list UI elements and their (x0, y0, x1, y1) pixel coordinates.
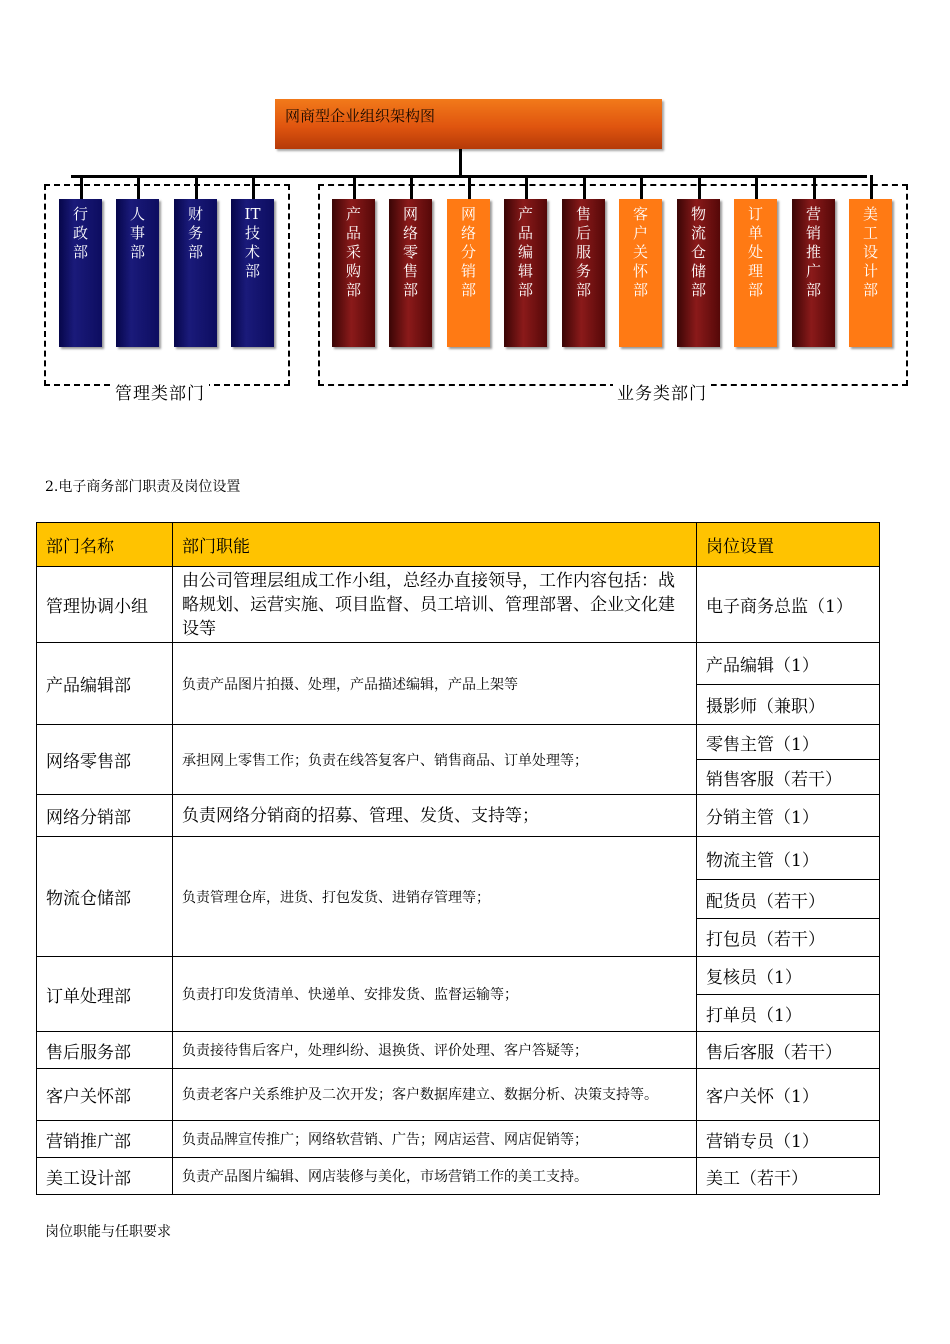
table-row (37, 1121, 880, 1158)
post-cell: 营销专员（1） (697, 1121, 880, 1158)
dept-name-cell: 产品编辑部 (37, 643, 173, 725)
dept-name-cell: 管理协调小组 (37, 567, 173, 643)
dept-duty-cell: 由公司管理层组成工作小组，总经办直接领导，工作内容包括：战略规划、运营实施、项目监督、员工培训、管理部署、企业文化建设等 (173, 567, 697, 643)
post-cell: 美工（若干） (697, 1158, 880, 1195)
header-cell-dept: 部门名称 (37, 523, 173, 567)
dept-label: 营销推广部 (805, 205, 821, 299)
dept-label: 美工设计部 (862, 205, 878, 299)
post-cell: 销售客服（若干） (697, 760, 880, 795)
post-cell: 客户关怀（1） (697, 1069, 880, 1121)
dept-box-online-distribution (447, 199, 490, 347)
dept-box-logistics (677, 199, 720, 347)
table-row (37, 837, 880, 880)
dept-box-admin (59, 199, 102, 347)
table-row (37, 795, 880, 837)
post-cell: 摄影师（兼职） (697, 685, 880, 725)
dept-name-cell: 售后服务部 (37, 1032, 173, 1069)
dept-label: 售后服务部 (575, 205, 591, 299)
business-group-label: 业务类部门 (613, 379, 711, 404)
dept-name-cell: 订单处理部 (37, 957, 173, 1032)
table-row (37, 725, 880, 760)
table-row (37, 1069, 880, 1121)
dept-duty-cell: 承担网上零售工作；负责在线答复客户、销售商品、订单处理等； (173, 725, 697, 795)
dept-duty-cell: 负责老客户关系维护及二次开发；客户数据库建立、数据分析、决策支持等。 (173, 1069, 697, 1121)
dept-duty-cell: 负责品牌宣传推广；网络软营销、广告；网店运营、网店促销等； (173, 1121, 697, 1158)
post-cell: 零售主管（1） (697, 725, 880, 760)
dept-box-order-processing (734, 199, 777, 347)
dept-label: 物流仓储部 (690, 205, 706, 299)
section-2-heading: 2.电子商务部门职责及岗位设置 (45, 479, 241, 495)
header-cell-posts: 岗位设置 (697, 523, 880, 567)
dept-name-cell: 营销推广部 (37, 1121, 173, 1158)
section-3-heading: 岗位职能与任职要求 (45, 1224, 171, 1240)
dept-label: 客户关怀部 (632, 205, 648, 299)
dept-duty-cell: 负责网络分销商的招募、管理、发货、支持等； (173, 795, 697, 837)
dept-duty-cell: 负责管理仓库，进货、打包发货、进销存管理等； (173, 837, 697, 957)
dept-duty-cell: 负责产品图片编辑、网店装修与美化，市场营销工作的美工支持。 (173, 1158, 697, 1195)
post-cell: 电子商务总监（1） (697, 567, 880, 643)
table-row (37, 643, 880, 685)
dept-label: 人事部 (129, 205, 145, 261)
table-row (37, 567, 880, 643)
org-chart-title-box (275, 99, 662, 149)
dept-box-customer-care (619, 199, 662, 347)
dept-box-online-retail (389, 199, 432, 347)
post-cell: 物流主管（1） (697, 837, 880, 880)
connector-trunk (459, 149, 462, 177)
post-cell: 打包员（若干） (697, 919, 880, 957)
post-cell: 打单员（1） (697, 995, 880, 1032)
dept-box-product-editing (504, 199, 547, 347)
post-cell: 产品编辑（1） (697, 643, 880, 685)
dept-label: 产品编辑部 (517, 205, 533, 299)
table-row (37, 957, 880, 995)
dept-box-purchasing (332, 199, 375, 347)
org-chart-title: 网商型企业组织架构图 (285, 107, 436, 125)
dept-name-cell: 美工设计部 (37, 1158, 173, 1195)
table-row (37, 1032, 880, 1069)
dept-duty-cell: 负责产品图片拍摄、处理，产品描述编辑，产品上架等 (173, 643, 697, 725)
dept-name-cell: 物流仓储部 (37, 837, 173, 957)
table-row (37, 1158, 880, 1195)
post-cell: 分销主管（1） (697, 795, 880, 837)
dept-box-hr (116, 199, 159, 347)
dept-label: 网络零售部 (402, 205, 418, 299)
post-cell: 售后客服（若干） (697, 1032, 880, 1069)
dept-label: IT技术部 (244, 205, 261, 280)
post-cell: 复核员（1） (697, 957, 880, 995)
dept-duty-cell: 负责接待售后客户，处理纠纷、退换货、评价处理、客户答疑等； (173, 1032, 697, 1069)
department-duty-table (36, 522, 880, 1195)
dept-label: 订单处理部 (747, 205, 763, 299)
dept-duty-cell: 负责打印发货清单、快递单、安排发货、监督运输等； (173, 957, 697, 1032)
management-group-label: 管理类部门 (111, 379, 209, 404)
dept-box-marketing (792, 199, 835, 347)
dept-box-finance (174, 199, 217, 347)
dept-box-design (849, 199, 892, 347)
dept-name-cell: 网络零售部 (37, 725, 173, 795)
table-header-row (37, 523, 880, 567)
dept-label: 财务部 (187, 205, 203, 261)
dept-label: 网络分销部 (460, 205, 476, 299)
dept-box-after-sales (562, 199, 605, 347)
dept-name-cell: 网络分销部 (37, 795, 173, 837)
dept-label: 行政部 (72, 205, 88, 261)
dept-name-cell: 客户关怀部 (37, 1069, 173, 1121)
dept-label: 产品采购部 (345, 205, 361, 299)
header-cell-duty: 部门职能 (173, 523, 697, 567)
dept-box-it (231, 199, 274, 347)
post-cell: 配货员（若干） (697, 880, 880, 919)
